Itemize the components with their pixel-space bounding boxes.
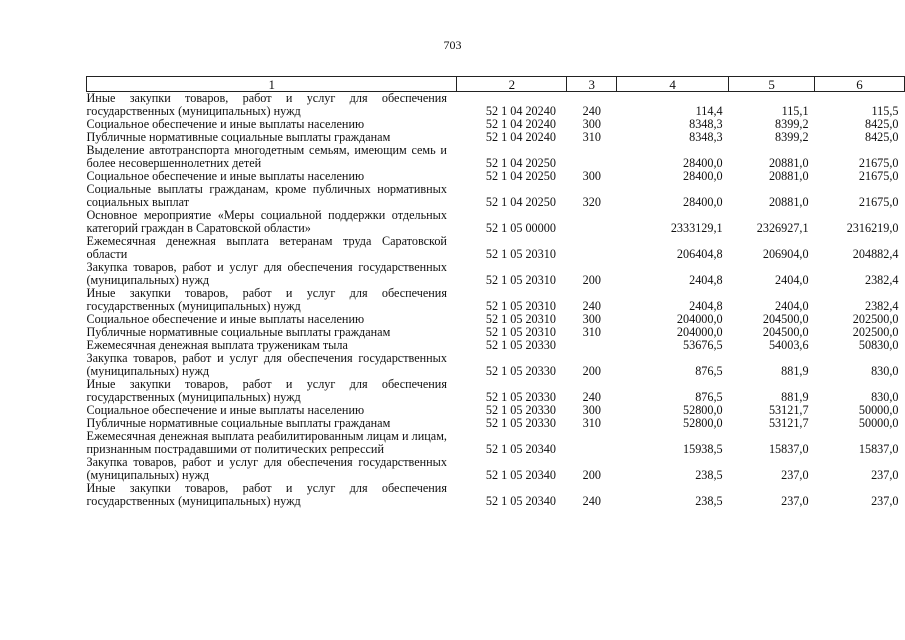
row-amount-1: 876,5 [695, 364, 723, 378]
row-name: Социальные выплаты гражданам, кроме публичных нормативных социальных выплат [86, 182, 447, 209]
row-amount-2: 206904,0 [762, 247, 809, 261]
row-code: 52 1 05 20330 [485, 416, 556, 430]
row-expense-type [567, 339, 617, 352]
row-code: 52 1 04 20240 [485, 104, 556, 118]
row-amount-2: 115,1 [781, 104, 809, 118]
row-code: 52 1 05 20330 [485, 364, 556, 378]
row-name: Публичные нормативные социальные выплаты гражданам [86, 130, 391, 144]
row-amount-3: 50830,0 [858, 338, 899, 352]
row-code: 52 1 05 20340 [485, 494, 556, 508]
row-expense-type: 300 [582, 403, 601, 417]
row-amount-3: 2316219,0 [846, 221, 899, 235]
row-amount-3: 2382,4 [864, 299, 899, 313]
row-amount-1: 876,5 [695, 390, 723, 404]
row-code: 52 1 05 20330 [485, 338, 556, 352]
table-row [87, 482, 905, 508]
row-amount-1: 206404,8 [676, 247, 723, 261]
row-name: Ежемесячная денежная выплата реабилитированным лицам и лицам, признанным пострадавшими от политических репрессий [86, 429, 447, 456]
row-expense-type: 240 [582, 299, 601, 313]
row-amount-2: 54003,6 [768, 338, 809, 352]
row-amount-1: 204000,0 [676, 312, 723, 326]
row-amount-3: 830,0 [871, 364, 899, 378]
row-code: 52 1 05 20330 [485, 390, 556, 404]
row-code: 52 1 05 00000 [485, 221, 556, 235]
table-row [87, 352, 905, 378]
row-amount-2: 8399,2 [775, 130, 809, 144]
row-amount-1: 114,4 [695, 104, 723, 118]
row-expense-type [567, 144, 617, 170]
table-row [87, 209, 905, 235]
row-amount-2: 20881,0 [768, 195, 809, 209]
row-name: Закупка товаров, работ и услуг для обеспечения государственных (муниципальных) нужд [86, 351, 447, 378]
row-amount-3: 8425,0 [864, 117, 899, 131]
row-name: Ежемесячная денежная выплата ветеранам труда Саратовской области [86, 234, 447, 261]
budget-table [86, 76, 905, 508]
column-header-name: 1 [87, 77, 457, 92]
row-expense-type: 320 [582, 195, 601, 209]
row-amount-3: 204882,4 [852, 247, 899, 261]
table-row [87, 261, 905, 287]
row-amount-1: 2333129,1 [670, 221, 723, 235]
row-expense-type: 310 [582, 325, 601, 339]
row-code: 52 1 05 20310 [485, 273, 556, 287]
row-amount-2: 2404,0 [775, 273, 809, 287]
row-name: Ежемесячная денежная выплата труженикам тыла [86, 338, 348, 352]
row-expense-type: 310 [582, 416, 601, 430]
row-amount-1: 52800,0 [683, 416, 723, 430]
row-amount-3: 202500,0 [852, 312, 899, 326]
row-amount-3: 21675,0 [858, 195, 899, 209]
column-header-expense-type: 3 [567, 77, 617, 92]
row-amount-2: 2326927,1 [756, 221, 809, 235]
row-amount-3: 50000,0 [858, 403, 899, 417]
row-amount-1: 52800,0 [683, 403, 723, 417]
row-name: Иные закупки товаров, работ и услуг для обеспечения государственных (муниципальных) нужд [86, 286, 447, 313]
row-amount-2: 53121,7 [768, 416, 809, 430]
row-amount-2: 204500,0 [762, 325, 809, 339]
row-expense-type: 300 [582, 117, 601, 131]
row-code: 52 1 05 20340 [485, 442, 556, 456]
row-code: 52 1 04 20240 [485, 117, 556, 131]
column-header-amount-3: 6 [815, 77, 905, 92]
row-amount-2: 20881,0 [768, 169, 809, 183]
table-row [87, 456, 905, 482]
page-number: 703 [443, 38, 462, 52]
row-expense-type: 200 [582, 364, 601, 378]
row-amount-3: 2382,4 [864, 273, 899, 287]
row-expense-type: 240 [582, 104, 601, 118]
table-row [87, 144, 905, 170]
row-expense-type: 240 [582, 390, 601, 404]
table-header-row [87, 77, 905, 92]
row-code: 52 1 04 20250 [485, 156, 556, 170]
row-amount-1: 8348,3 [689, 130, 723, 144]
table-row [87, 183, 905, 209]
row-expense-type [567, 235, 617, 261]
row-amount-1: 15938,5 [683, 442, 723, 456]
row-expense-type: 200 [582, 468, 601, 482]
row-expense-type [567, 209, 617, 235]
row-amount-2: 881,9 [781, 364, 809, 378]
row-amount-3: 15837,0 [858, 442, 899, 456]
row-code: 52 1 05 20310 [485, 247, 556, 261]
row-name: Закупка товаров, работ и услуг для обеспечения государственных (муниципальных) нужд [86, 455, 447, 482]
row-amount-1: 238,5 [695, 494, 723, 508]
row-expense-type: 200 [582, 273, 601, 287]
row-code: 52 1 05 20340 [485, 468, 556, 482]
row-amount-3: 830,0 [871, 390, 899, 404]
row-name: Выделение автотранспорта многодетным семьям, имеющим семь и более несовершеннолетних детей [86, 143, 447, 170]
row-name: Иные закупки товаров, работ и услуг для обеспечения государственных (муниципальных) нужд [86, 377, 447, 404]
row-amount-3: 237,0 [871, 468, 899, 482]
row-code: 52 1 05 20310 [485, 299, 556, 313]
row-amount-2: 15837,0 [768, 442, 809, 456]
row-code: 52 1 05 20330 [485, 403, 556, 417]
row-name: Социальное обеспечение и иные выплаты населению [86, 117, 365, 131]
row-expense-type: 300 [582, 169, 601, 183]
row-name: Иные закупки товаров, работ и услуг для обеспечения государственных (муниципальных) нужд [86, 91, 447, 118]
row-amount-2: 237,0 [781, 468, 809, 482]
table-row [87, 287, 905, 313]
row-amount-3: 237,0 [871, 494, 899, 508]
row-code: 52 1 05 20310 [485, 325, 556, 339]
row-expense-type: 300 [582, 312, 601, 326]
row-amount-3: 21675,0 [858, 169, 899, 183]
row-amount-2: 20881,0 [768, 156, 809, 170]
table-row [87, 430, 905, 456]
row-name: Основное мероприятие «Меры социальной поддержки отдельных категорий граждан в Саратовской области» [86, 208, 447, 235]
table-body [87, 92, 905, 509]
row-name: Социальное обеспечение и иные выплаты населению [86, 312, 365, 326]
row-amount-1: 53676,5 [683, 338, 723, 352]
row-amount-3: 202500,0 [852, 325, 899, 339]
column-header-amount-2: 5 [729, 77, 815, 92]
row-name: Социальное обеспечение и иные выплаты населению [86, 169, 365, 183]
row-code: 52 1 04 20240 [485, 130, 556, 144]
row-amount-1: 204000,0 [676, 325, 723, 339]
row-amount-1: 28400,0 [683, 195, 723, 209]
row-name: Иные закупки товаров, работ и услуг для обеспечения государственных (муниципальных) нужд [86, 481, 447, 508]
column-header-amount-1: 4 [617, 77, 729, 92]
row-name: Публичные нормативные социальные выплаты гражданам [86, 416, 391, 430]
row-amount-3: 115,5 [871, 104, 899, 118]
row-amount-2: 881,9 [781, 390, 809, 404]
row-code: 52 1 04 20250 [485, 169, 556, 183]
row-amount-3: 50000,0 [858, 416, 899, 430]
row-amount-3: 21675,0 [858, 156, 899, 170]
table-row [87, 235, 905, 261]
row-name: Закупка товаров, работ и услуг для обеспечения государственных (муниципальных) нужд [86, 260, 447, 287]
row-name: Публичные нормативные социальные выплаты гражданам [86, 325, 391, 339]
row-amount-2: 204500,0 [762, 312, 809, 326]
table-row [87, 378, 905, 404]
row-code: 52 1 04 20250 [485, 195, 556, 209]
table-row [87, 92, 905, 119]
row-expense-type: 310 [582, 130, 601, 144]
row-amount-2: 237,0 [781, 494, 809, 508]
row-code: 52 1 05 20310 [485, 312, 556, 326]
column-header-code: 2 [457, 77, 567, 92]
row-amount-1: 28400,0 [683, 169, 723, 183]
row-expense-type: 240 [582, 494, 601, 508]
row-amount-1: 2404,8 [689, 273, 723, 287]
row-amount-2: 8399,2 [775, 117, 809, 131]
row-name: Социальное обеспечение и иные выплаты населению [86, 403, 365, 417]
row-amount-2: 2404,0 [775, 299, 809, 313]
row-amount-1: 8348,3 [689, 117, 723, 131]
row-amount-1: 28400,0 [683, 156, 723, 170]
row-amount-1: 2404,8 [689, 299, 723, 313]
row-amount-2: 53121,7 [768, 403, 809, 417]
row-amount-3: 8425,0 [864, 130, 899, 144]
row-expense-type [567, 430, 617, 456]
row-amount-1: 238,5 [695, 468, 723, 482]
